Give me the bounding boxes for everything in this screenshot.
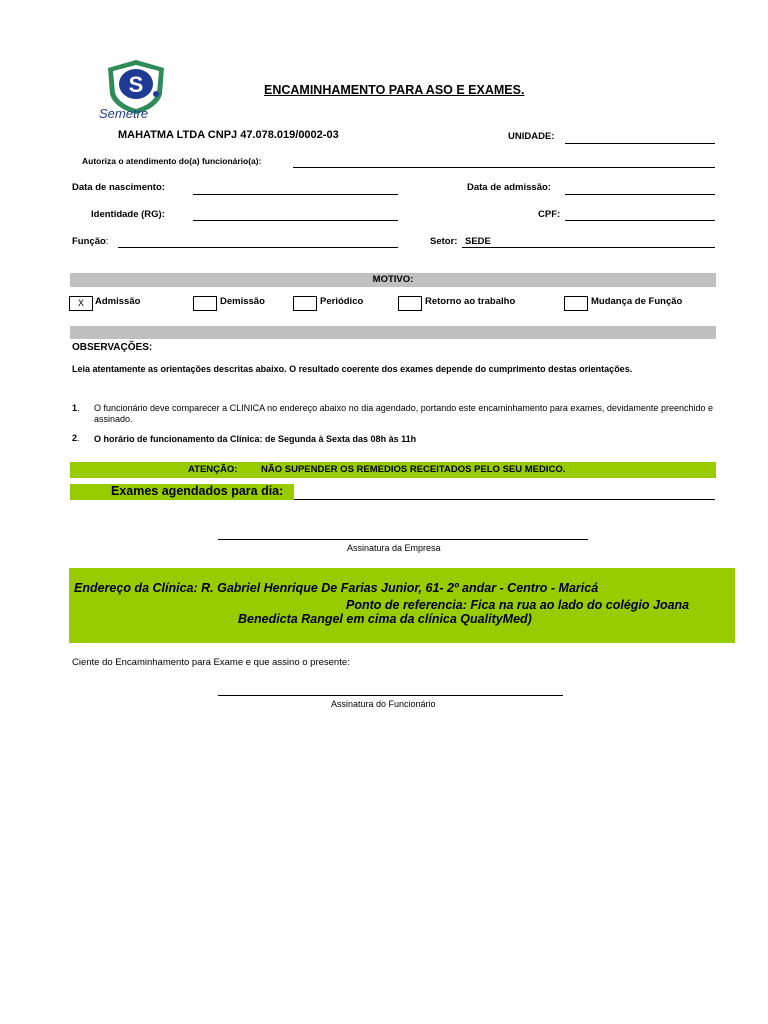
- exames-date-field[interactable]: [294, 499, 715, 500]
- checkbox-periodico[interactable]: [293, 296, 317, 311]
- checkbox-mudanca-funcao-label: Mudança de Função: [591, 296, 683, 307]
- page-title: ENCAMINHAMENTO PARA ASO E EXAMES.: [264, 83, 525, 97]
- funcionario-signature-label: Assinatura do Funcionário: [331, 699, 436, 709]
- cpf-label: CPF:: [538, 209, 561, 220]
- checkbox-retorno-label: Retorno ao trabalho: [425, 296, 516, 307]
- checkbox-admissao-label: Admissão: [95, 296, 141, 307]
- admissao-field[interactable]: [565, 194, 715, 195]
- checkbox-mudanca-funcao[interactable]: [564, 296, 588, 311]
- logo-brand-text: Semetre: [99, 106, 149, 121]
- atencao-bar: [70, 462, 716, 478]
- item1-num-text: 1: [72, 403, 78, 413]
- nascimento-label: Data de nascimento:: [72, 182, 165, 193]
- funcionario-signature-line[interactable]: [218, 695, 563, 696]
- item1-text: O funcionário deve comparecer a CLINICA no endereço abaixo no dia agendado, portando este encaminhamento para exames, devidamente preenchido e assinado.: [94, 403, 713, 424]
- checkbox-periodico-label: Periódico: [320, 296, 364, 307]
- observacoes-header: OBSERVAÇÕES:: [72, 342, 153, 353]
- endereco-box: [69, 568, 735, 643]
- cpf-field[interactable]: [565, 220, 715, 221]
- item1-number: [72, 403, 80, 413]
- nascimento-field[interactable]: [193, 194, 398, 195]
- autoriza-label: Autoriza o atendimento do(a) funcionário(a):: [82, 156, 262, 166]
- identidade-field[interactable]: [193, 220, 398, 221]
- checkbox-demissao-label: Demissão: [220, 296, 265, 307]
- funcao-label: [72, 236, 108, 247]
- separator-bar: [70, 326, 716, 339]
- endereco-line3: Benedicta Rangel em cima da clínica QualityMed): [238, 612, 532, 626]
- unidade-field[interactable]: [565, 143, 715, 144]
- funcao-colon: :: [105, 236, 109, 247]
- company-cnpj: MAHATMA LTDA CNPJ 47.078.019/0002-03: [118, 129, 339, 141]
- motivo-header: MOTIVO:: [372, 274, 414, 285]
- item2-text: O horário de funcionamento da Clínica: de Segunda à Sexta das 08h às 11h: [94, 434, 417, 444]
- item2-number: [72, 433, 80, 443]
- endereco-line1: Endereço da Clínica: R. Gabriel Henrique De Farias Junior, 61- 2º andar - Centro - Maricá: [74, 581, 599, 595]
- empresa-signature-label: Assinatura da Empresa: [347, 543, 441, 553]
- exames-label-bar: [70, 484, 294, 500]
- setor-label: Setor:: [430, 236, 458, 247]
- funcao-field[interactable]: [118, 247, 398, 248]
- ciente-text: Ciente do Encaminhamento para Exame e que assino o presente:: [72, 657, 350, 668]
- funcionario-name-field[interactable]: [293, 167, 715, 168]
- item2-num-dot: .: [77, 433, 80, 443]
- atencao-label: ATENÇÃO:: [188, 464, 238, 475]
- checkbox-admissao[interactable]: X: [69, 296, 93, 311]
- motivo-header-bar: [70, 273, 716, 287]
- exames-label: Exames agendados para dia:: [111, 484, 284, 498]
- svg-text:S: S: [128, 72, 144, 97]
- identidade-label: Identidade (RG):: [91, 209, 165, 220]
- atencao-text: NÃO SUPENDER OS REMEDIOS RECEITADOS PELO SEU MEDICO.: [261, 464, 566, 475]
- endereco-line2: Ponto de referencia: Fica na rua ao lado do colégio Joana: [346, 598, 690, 612]
- empresa-signature-line[interactable]: [218, 539, 588, 540]
- observacoes-intro: Leia atentamente as orientações descritas abaixo. O resultado coerente dos exames depende do cumprimento destas orientações.: [72, 364, 633, 374]
- checkbox-retorno[interactable]: [398, 296, 422, 311]
- item2-num-text: 2: [72, 433, 78, 443]
- setor-value: SEDE: [465, 236, 491, 247]
- setor-field[interactable]: [462, 247, 715, 248]
- item1-num-dot: .: [77, 403, 80, 413]
- admissao-label: Data de admissão:: [467, 182, 551, 193]
- checkbox-demissao[interactable]: [193, 296, 217, 311]
- funcao-label-text: Função: [72, 236, 106, 247]
- unidade-label: UNIDADE:: [508, 131, 555, 142]
